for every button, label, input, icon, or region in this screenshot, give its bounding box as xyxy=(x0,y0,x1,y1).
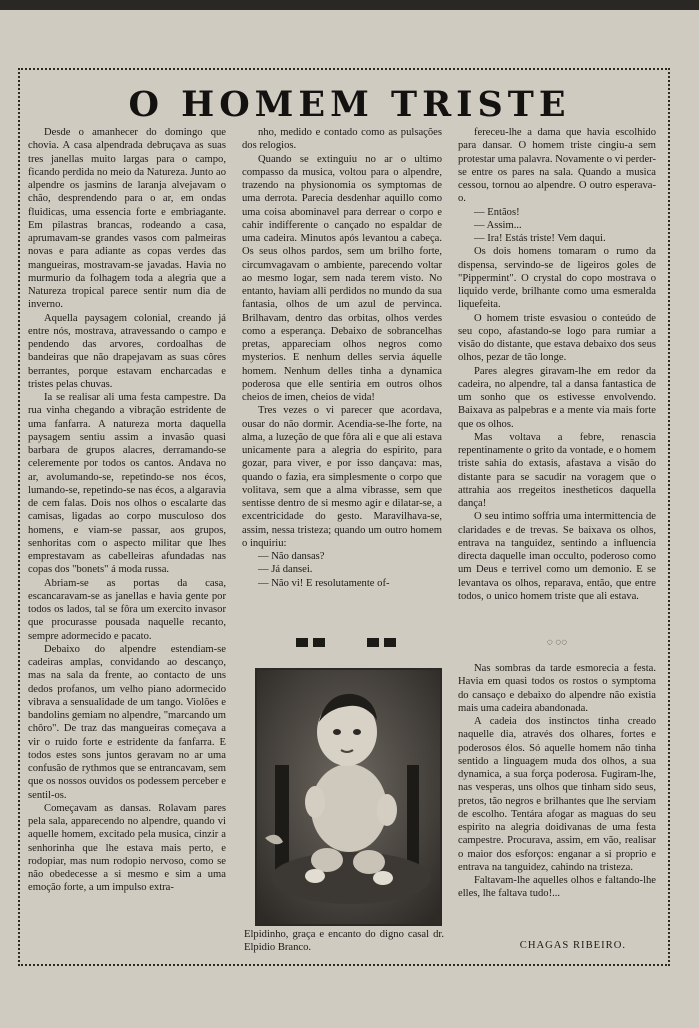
paragraph: Debaixo do alpendre estendiam-se cadeiras amplas, convidando ao descanço, mas na sala da frente, ao contacto de uns dedos profanos, um velho piano adormecido vibrava a sensualidade de um tango. Violões e bandolins gemiam no alpendre, "marcando um chôro". De traz das mangueiras começava a vir o ruido forte e estridente da fanfarra. E todos estes sons juntos geravam no ar uma confusão de rythmos que se entrancavam, sem que os nossos ouvidos os podessem perceber e sentil-os. xyxy=(28,643,226,801)
article-column-1 xyxy=(28,126,226,895)
article-column-3 xyxy=(458,126,656,603)
paragraph: Pares alegres giravam-lhe em redor da cadeira, no alpendre, tal a dansa fantastica de um sonho que os estivesse envolvendo. Baixava as palpebras e a mente via mais forte que os olhos. xyxy=(458,365,656,430)
author-signature: CHAGAS RIBEIRO. xyxy=(519,940,626,951)
paragraph: Abriam-se as portas da casa, escancaravam-se as janellas e havia gente por todos os lados, tal se fôra um exercito invasor que procurasse pousada naquelle recanto, sempre adormecido e pacato. xyxy=(28,577,226,642)
article-column-2 xyxy=(242,126,442,590)
paragraph: Quando se extinguiu no ar o ultimo compasso da musica, voltou para o alpendre, trazendo na physionomia os symptomas de uma derrota. Parecia desdenhar aquillo como uma coisa abominavel para derrear o corpo e cahir indifferente o cançado no espaldar de uma cadeira. Minutos após levantou a cabeça. Os seus olhos pardos, sem um brilho forte, circumvagavam o ambiente, parecendo voltar ao mesmo logar, sem nada terem visto. No entanto, haviam alli perdidos no mundo da sua fantasia, olhos de um azul de pervinca. Brilhavam, dentro das orbitas, olhos verdes como a esperança. Debaixo de sobrancelhas pretas, appareciam olhos negros como mysterios. E nenhum delles servia áquelle homem. Nenhum delles tinha a dynamica poderosa que elle sentiria em outros olhos cheios de imen, cheios de vida! xyxy=(242,153,442,403)
paragraph: — Ira! Estás triste! Vem daqui. xyxy=(474,233,606,244)
paragraph: Mas voltava a febre, renascia repentinamente o grito da vontade, e o homem triste sahia do extasis, afastava a visão do distante para se sacudir na voragem que o attrahia aos rregeitos inestheticos daquella dança! xyxy=(458,431,656,509)
paragraph: O seu intimo soffria uma intermittencia de claridades e de trevas. Se baixava os olhos, entrava na tanguidez, sentindo a influencia directa daquelle iman occulto, poderoso como um Deus e terrivel como um demonio. E se levantava os olhos, reparava, então, que entre todos, o unico homem triste que ali estava. xyxy=(458,511,656,602)
article-title: O HOMEM TRISTE xyxy=(128,84,571,125)
paragraph: A cadeia dos instinctos tinha creado naquelle dia, através dos olhares, fortes e poderosos élos. Só aquelle homem não tinha sentido a linguagem muda dos olhos, a sua dynamica, a sua força poderosa. Fugiram-lhe, nas vesperas, uns olhos que tinham sido seus, pretos, tão negros e brilhantes que lhe serviam de escolho. Tentára afogar as maguas do seu espirito na alegria doidivanas de uma festa campestre. Procurava, assim, em vão, realisar o maior dos esforços: enganar a si proprio e entrava na tanguidez, cahindo na tristeza. xyxy=(458,716,656,873)
paragraph: — Já dansei. xyxy=(258,564,313,576)
paragraph: Faltavam-lhe aquelles olhos e faltando-lhe elles, lhe faltava tudo!... xyxy=(458,875,656,900)
child-photograph xyxy=(255,668,442,926)
paragraph: fereceu-lhe a dama que havia escolhido para dansar. O homem triste cingiu-a sem protestar uma palavra. Novamente o vi perder-se entre os pares na sala. Quando a musica cessou, tornou ao alpendre. O outro esperava-o. xyxy=(458,127,656,205)
paragraph: Aquella paysagem colonial, creando já entre nós, mostrava, atravessando o campo e pendendo das arvores, cordoalhas de bandeiras que não drapejavam as suas côres berrantes, porque estavam encharcadas e tristes pelas chuvas. xyxy=(28,312,226,390)
page-top-edge xyxy=(0,0,699,10)
section-separator: ◌ ◌◌ xyxy=(546,637,568,648)
paragraph: O homem triste esvasiou o conteúdo de seu copo, afastando-se logo para rumiar a visão do distante, que estava debaixo dos seus olhos, pezar de tão longe. xyxy=(458,312,656,364)
paragraph: Ia se realisar ali uma festa campestre. Da rua vinha chegando a vibração estridente de uma fanfarra. A natureza morta daquella paysagem sentiu assim a invasão quasi barbara de grupos alacres, derramando-se celeremente por todos os cantos. Andava no ar, avolumando-se, repetindo-se nos écos, lumando-se, repetindo-se nas écos, a algaravia de cem falas. Dois nos olhos o escalarte das camisas, ligadas ao corpo musculoso dos homens, e viam-se passar, aos grupos, senhoritas com o aspecto militar que lhes emprestavam as cabelleiras afundadas nas copas dos "bonets" á moda russa. xyxy=(28,392,226,576)
paragraph: Os dois homens tomaram o rumo da dispensa, servindo-se de ligeiros goles de "Pippermint". O crystal do copo mostrava o liquido verde, brilhante como uma esmeralda liquefeita. xyxy=(458,246,656,311)
paragraph: Começavam as dansas. Rolavam pares pela sala, apparecendo no alpendre, quando vi aquelle homem, excitado pela musica, cinzir a senhorinha que lhe estava mais perto, e rodopiar, mas num rodopio nervoso, como se não obedecesse a si mesmo e sim a uma emoção forte, a um impulso extra- xyxy=(28,802,226,894)
paragraph: — Entãos! xyxy=(474,206,520,218)
paragraph: — Não dansas? xyxy=(258,551,325,562)
section-divider xyxy=(296,638,396,647)
paragraph: nho, medido e contado como as pulsações dos relogios. xyxy=(242,127,442,152)
paragraph: Tres vezes o vi parecer que acordava, ousar do não dormir. Acendia-se-lhe forte, na alma, a luzeção de que fôra ali e que ali estava unicamente para a alegria do espirito, para gozar, para viver, e por isso dançava: mas, quando o fazia, era simplesmente o corpo que volitava, sem que a alma vibrasse, sem que sentisse dentro de si mesmo agir e dilatar-se, a excentricidade do gesto. Maravilhava-se, assim, nessa tristeza; quando um outro homem o inquiriu: xyxy=(242,405,442,549)
paragraph: Desde o amanhecer do domingo que chovia. A casa alpendrada debruçava as suas tres janellas muito largas para o campo, ficando perdida no meio da Natureza. Junto ao alpendre os jasmins de laranja alvejavam o chão, desprendendo para o ar, em ondas fluidicas, uma essencia forte e embriagante. Em pilastras brancas, rodeando a casa, aprumavam-se grandes vasos com palmeiras novas e para adiante as copas verdes das mangueiras, mostravam-se javadas. Havia no murmurio da folhagem toda a alegria que a Natureza tropical parece sentir num dia de inverno. xyxy=(28,127,226,311)
paragraph: — Não vi! E resolutamente of- xyxy=(258,577,390,589)
paragraph: — Assim... xyxy=(474,219,522,231)
paragraph: Nas sombras da tarde esmorecia a festa. Havia em quasi todos os rostos o symptoma do cansaço e debaixo do alpendre não existia mais uma cadeira abandonada. xyxy=(458,663,656,714)
article-column-3-continued xyxy=(458,662,656,901)
photo-caption: Elpidinho, graça e encanto do digno casal dr. Elpidio Branco. xyxy=(244,929,444,953)
